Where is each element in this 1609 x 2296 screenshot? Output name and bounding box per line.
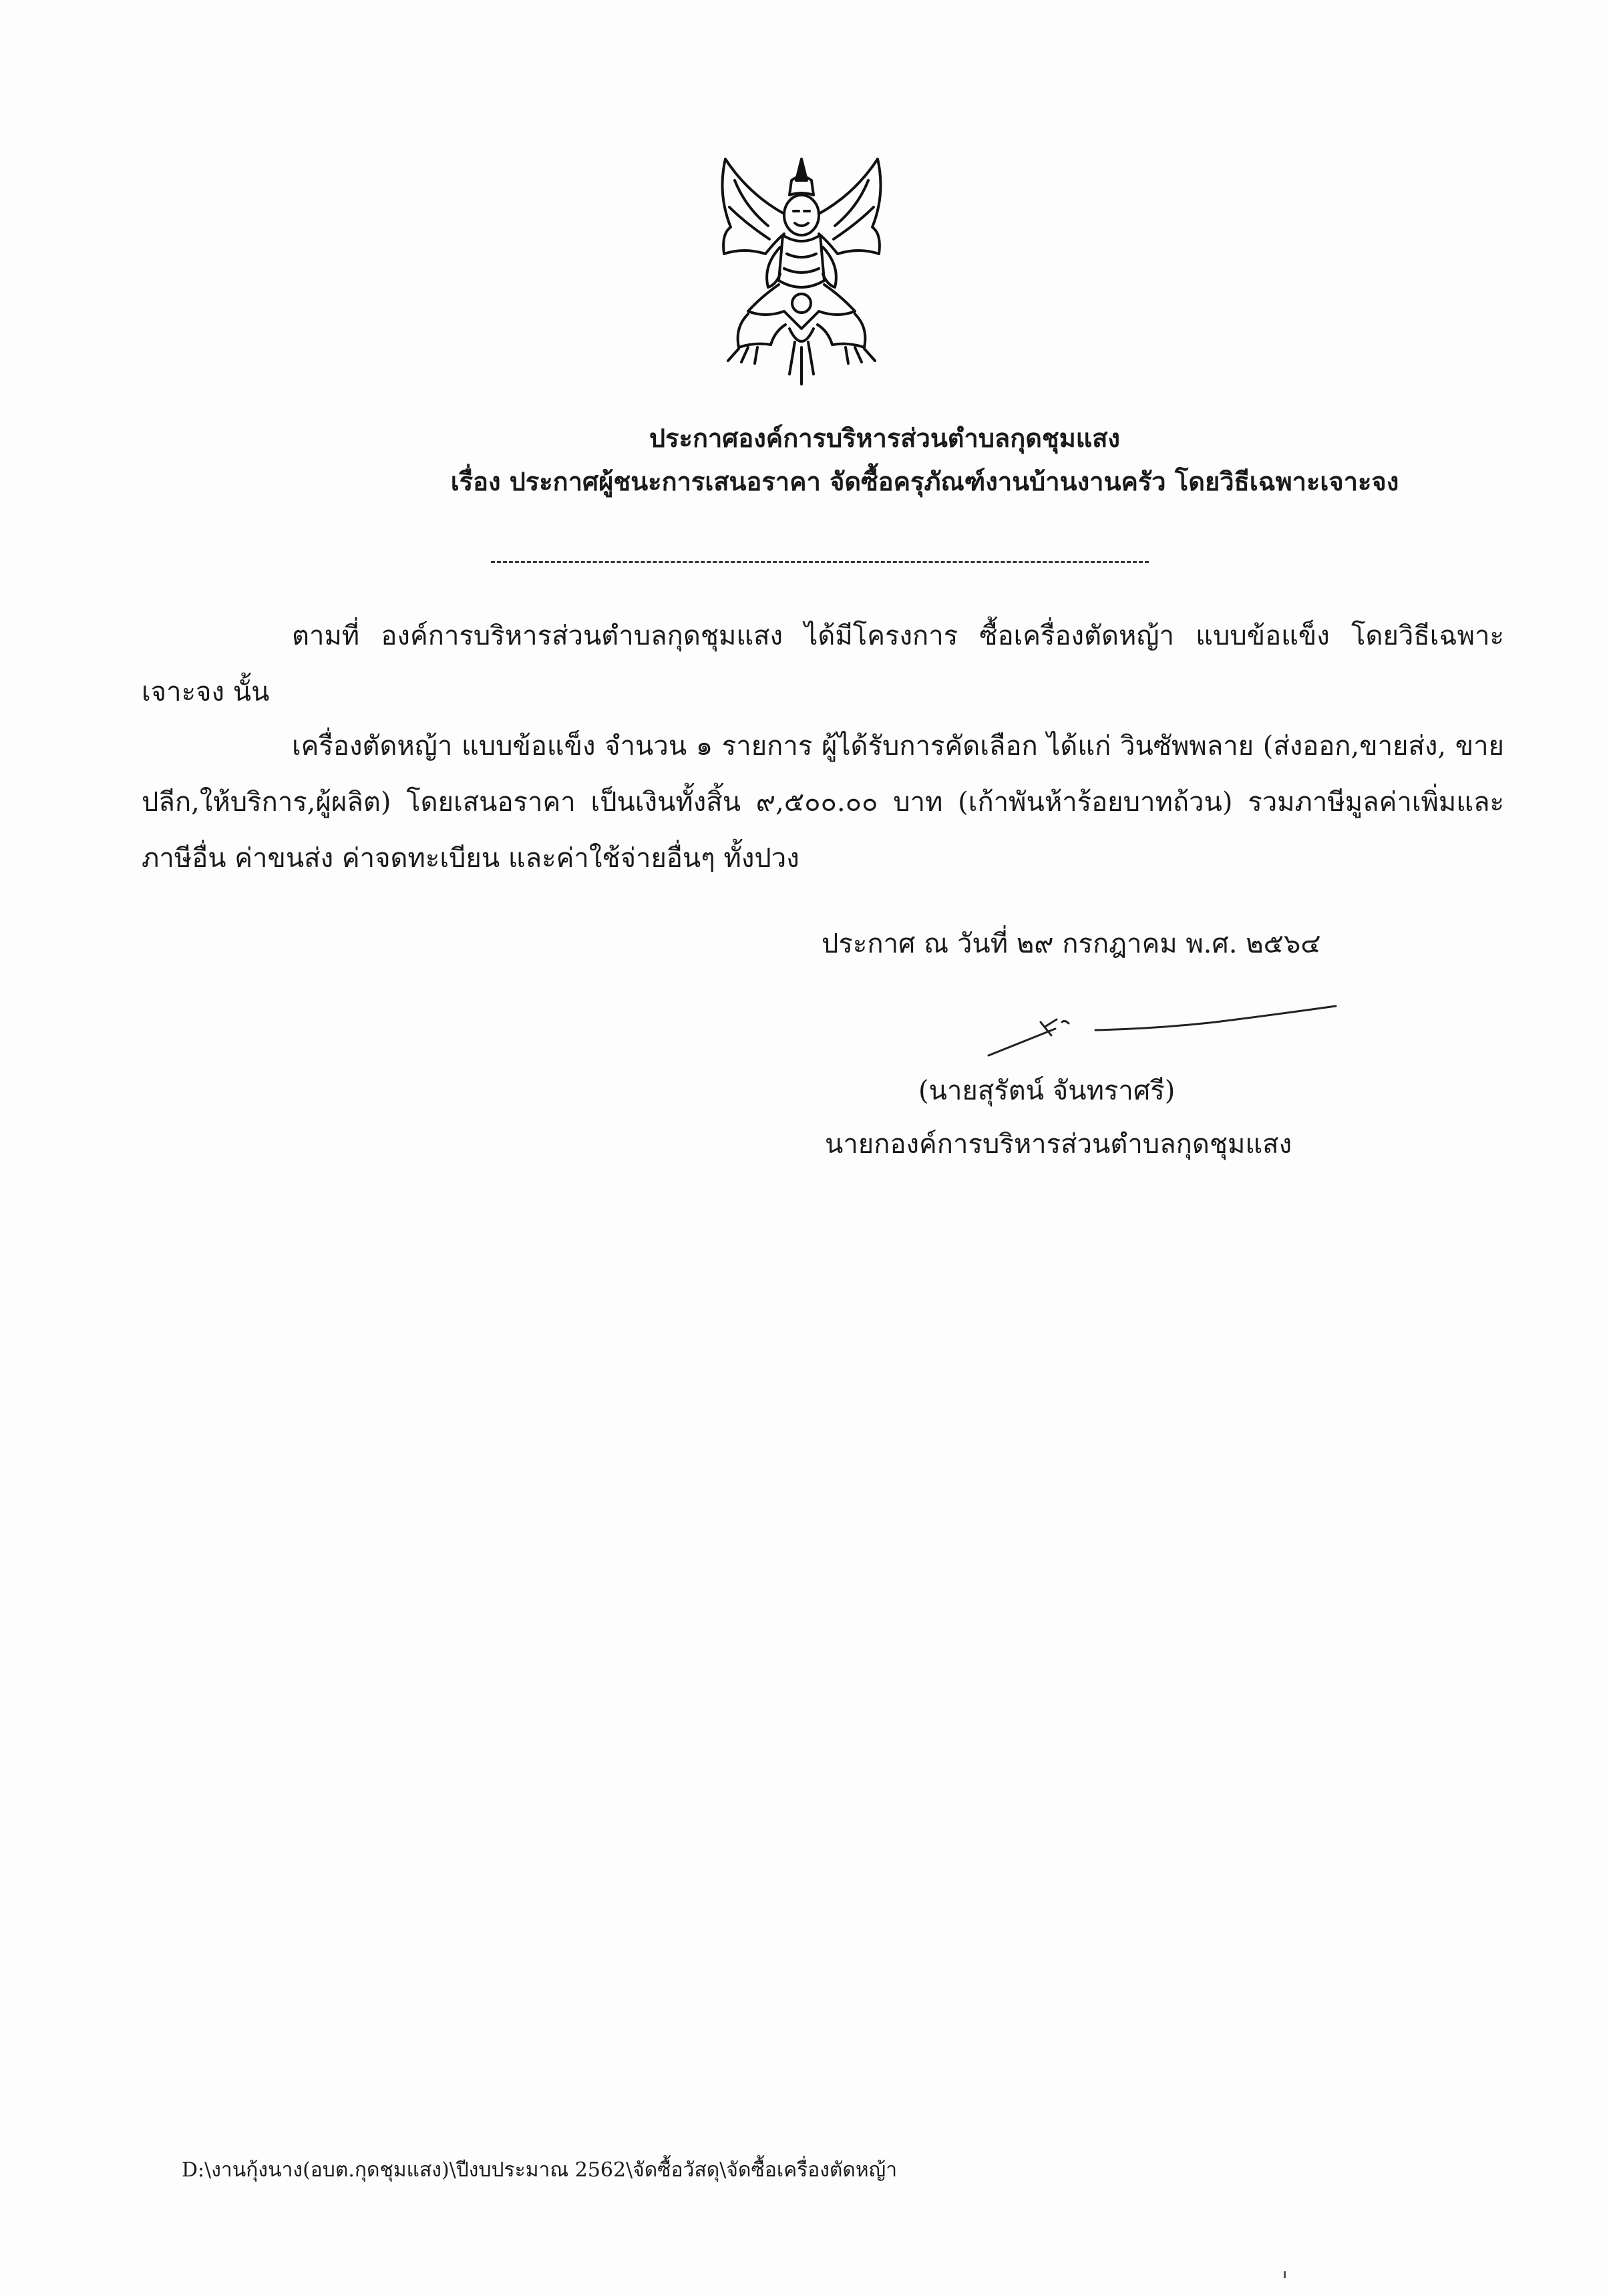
handwritten-signature bbox=[982, 995, 1343, 1069]
scan-speck bbox=[1284, 2271, 1286, 2278]
document-heading: ประกาศองค์การบริหารส่วนตำบลกุดชุมแสง bbox=[649, 423, 1120, 453]
dashed-divider bbox=[491, 561, 1149, 563]
file-path-footer: D:\งานกุ้งนาง(อบต.กุดชุมแสง)\ปีงบประมาณ 2562\จัดซื้อวัสดุ\จัดซื้อเครื่องตัดหญ้า bbox=[182, 2158, 898, 2182]
announce-date: ประกาศ ณ วันที่ ๒๙ กรกฎาคม พ.ศ. ๒๕๖๔ bbox=[822, 929, 1321, 959]
paragraph-project: ตามที่ องค์การบริหารส่วนตำบลกุดชุมแสง ได้มีโครงการ ซื้อเครื่องตัดหญ้า แบบข้อแข็ง โดยวิธีเฉพาะเจาะจง นั้น bbox=[142, 621, 1504, 707]
paragraph-winner: เครื่องตัดหญ้า แบบข้อแข็ง จำนวน ๑ รายการ ผู้ได้รับการคัดเลือก ได้แก่ วินซัพพลาย (ส่งออก,ขายส่ง, ขายปลีก,ให้บริการ,ผู้ผลิต) โดยเสนอราคา เป็นเงินทั้งสิ้น ๙,๕๐๐.๐๐ บาท (เก้าพันห้าร้อยบาทถ้วน) รวมภาษีมูลค่าเพิ่มและภาษีอื่น ค่าขนส่ง ค่าจดทะเบียน และค่าใช้จ่ายอื่นๆ ทั้งปวง bbox=[142, 731, 1504, 874]
garuda-emblem-icon bbox=[701, 154, 902, 391]
signer-title: นายกองค์การบริหารส่วนตำบลกุดชุมแสง bbox=[825, 1129, 1292, 1160]
document-subject: เรื่อง ประกาศผู้ชนะการเสนอราคา จัดซื้อครุภัณฑ์งานบ้านงานครัว โดยวิธีเฉพาะเจาะจง bbox=[450, 466, 1399, 496]
signer-name: (นายสุรัตน์ จันทราศรี) bbox=[918, 1076, 1176, 1106]
